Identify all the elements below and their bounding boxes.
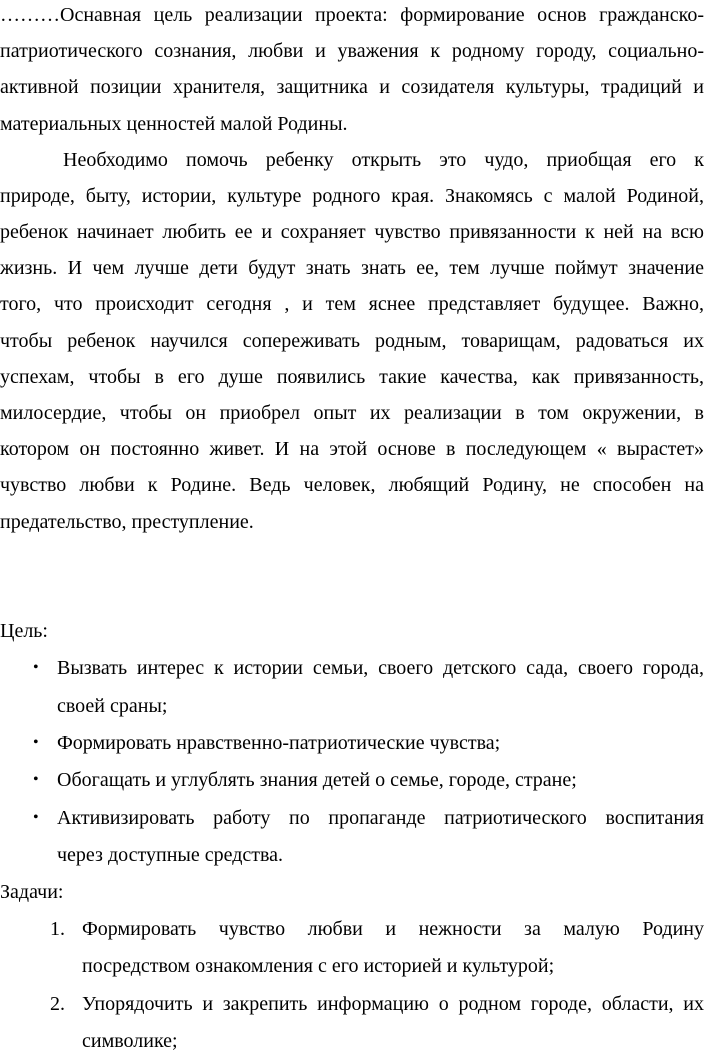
- text-line: патриотического сознания, любви и уважения к родному городу, социально-: [0, 40, 704, 62]
- text-line: природе, быту, истории, культуре родного края. Знакомясь с малой Родиной,: [0, 185, 704, 207]
- list-item-line: через доступные средства.: [57, 844, 284, 866]
- list-item-line: Формировать нравственно-патриотические чувства;: [57, 732, 501, 754]
- text-line: милосердие, чтобы он приобрел опыт их реализации в том окружении, в: [0, 402, 704, 424]
- bullet-icon: •: [33, 809, 39, 826]
- list-item-line: Формировать чувство любви и нежности за малую Родину: [82, 918, 704, 940]
- tasks-heading: Задачи:: [0, 881, 64, 903]
- text-line: котором он постоянно живет. И на этой основе в последующем « вырастет»: [0, 438, 704, 460]
- text-line: материальных ценностей малой Родины.: [0, 113, 348, 135]
- list-item-line: Упорядочить и закрепить информацию о родном городе, области, их: [82, 993, 704, 1015]
- list-item-line: Вызвать интерес к истории семьи, своего детского сада, своего города,: [57, 657, 704, 679]
- text-line: чувство любви к Родине. Ведь человек, любящий Родину, не способен на: [0, 474, 704, 496]
- list-item-line: посредством ознакомления с его историей и культурой;: [82, 955, 555, 977]
- text-line: ………Оснавная цель реализации проекта: формирование основ гражданско-: [0, 4, 704, 26]
- text-line: жизнь. И чем лучше дети будут знать знать ее, тем лучше поймут значение: [0, 257, 704, 279]
- text-line: ребенок начинает любить ее и сохраняет чувство привязанности к ней на всю: [0, 221, 704, 243]
- text-line: чтобы ребенок научился сопереживать родным, товарищам, радоваться их: [0, 330, 704, 352]
- bullet-icon: •: [33, 734, 39, 751]
- text-line: успехам, чтобы в его душе появились такие качества, как привязанность,: [0, 366, 704, 388]
- list-number: 1.: [50, 918, 65, 940]
- text-line: Необходимо помочь ребенку открыть это чудо, приобщая его к: [63, 149, 704, 171]
- bullet-icon: •: [33, 659, 39, 676]
- list-item-line: Активизировать работу по пропаганде патриотического воспитания: [57, 807, 704, 829]
- list-item-line: Обогащать и углублять знания детей о семье, городе, стране;: [57, 769, 577, 791]
- text-line: активной позиции хранителя, защитника и созидателя культуры, традиций и: [0, 76, 704, 98]
- text-line: предательство, преступление.: [0, 511, 254, 533]
- list-item-line: своей сраны;: [57, 695, 168, 717]
- list-item-line: символике;: [82, 1030, 178, 1052]
- bullet-icon: •: [33, 771, 39, 788]
- list-number: 2.: [50, 993, 65, 1015]
- goal-heading: Цель:: [0, 620, 48, 642]
- text-line: того, что происходит сегодня , и тем яснее представляет будущее. Важно,: [0, 293, 704, 315]
